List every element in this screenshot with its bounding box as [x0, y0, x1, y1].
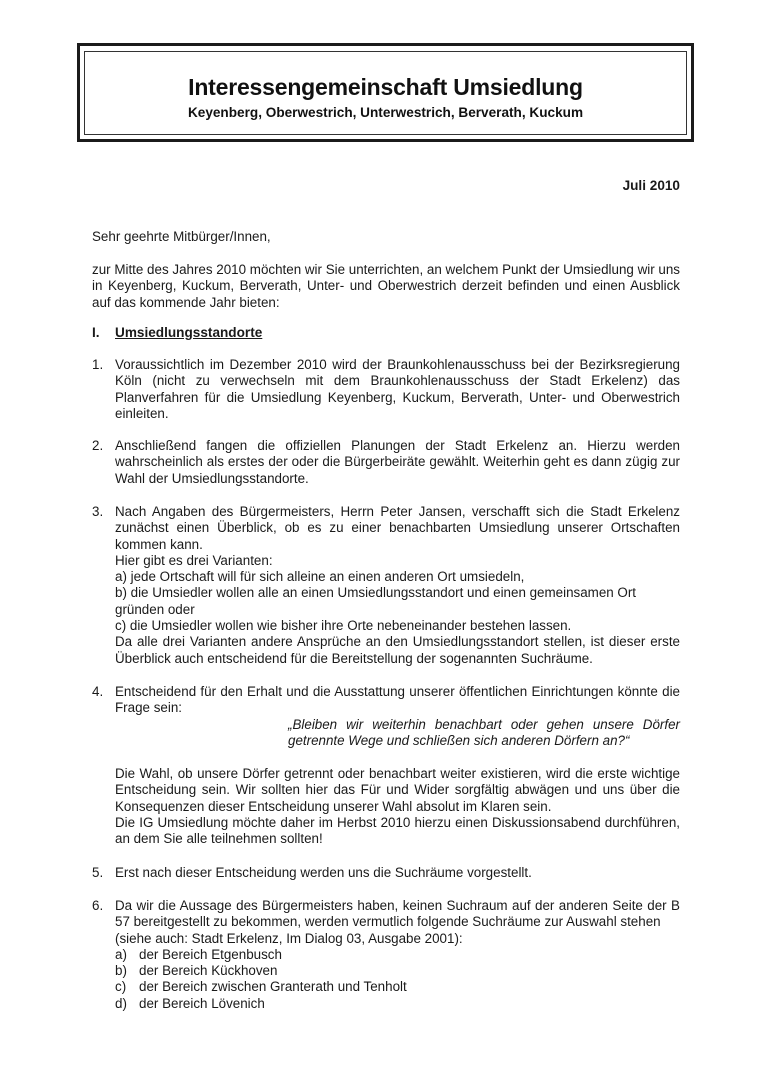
section-title: Umsiedlungsstandorte [115, 325, 263, 340]
variant-b: b) die Umsiedler wollen alle an einen Umsiedlungsstandort und einen gemeinsamen Ort gründen oder [115, 585, 637, 617]
item-followup-event: Die IG Umsiedlung möchte daher im Herbst 2010 hierzu einen Diskussionsabend durchführen, an dem Sie alle teilnehmen sollten! [115, 815, 680, 847]
item-number: 3. [92, 504, 104, 519]
variants-conclusion: Da alle drei Varianten andere Ansprüche an den Umsiedlungsstandort stellen, ist dieser erste Überblick auch entscheidend für die Bereitstellung der sogenannten Suchräume. [115, 634, 680, 666]
variant-a: a) jede Ortschaft will für sich alleine an einen anderen Ort umsiedeln, [115, 569, 525, 585]
item-text: Da wir die Aussage des Bürgermeisters haben, keinen Suchraum auf der anderen Seite der B 57 bereitgestellt zu bekommen, werden vermutlich folgende Suchräume zur Auswahl stehen [115, 898, 680, 930]
item-followup: Die Wahl, ob unsere Dörfer getrennt oder benachbart weiter existieren, wird die erste wichtige Entscheidung sein. Wir sollten hier das Für und Wider sorgfältig abwägen und uns über die Konsequenzen dieser Entscheidung unserer Wahl absolut im Klaren sein. [115, 766, 680, 814]
letterhead-inner-border [84, 51, 687, 135]
key-question-quote: „Bleiben wir weiterhin benachbart oder gehen unsere Dörfer getrennte Wege und schließen sich anderen Dörfern an?“ [288, 716, 680, 748]
option-text: der Bereich Lövenich [139, 995, 265, 1011]
item-text: Anschließend fangen die offiziellen Planungen der Stadt Erkelenz an. Hierzu werden wahrscheinlich als erstes der oder die Bürgerbeiräte gewählt. Weiterhin geht es dann zügig zur Wahl der Umsiedlungsstandorte. [115, 438, 680, 486]
list-item-3 [92, 504, 680, 667]
option-text: der Bereich Kückhoven [139, 963, 278, 979]
list-item-5 [92, 865, 680, 881]
variants-intro: Hier gibt es drei Varianten: [115, 552, 273, 568]
item-number: 4. [92, 684, 104, 699]
item-number: 5. [92, 865, 104, 880]
item-number: 6. [92, 898, 104, 913]
list-item-2 [92, 438, 680, 487]
item-body [115, 504, 680, 667]
item-text: Nach Angaben des Bürgermeisters, Herrn Peter Jansen, verschafft sich die Stadt Erkelenz zunächst einen Überblick, ob es zu einer benachbarten Umsiedlung unserer Ortschaften kommen kann. [115, 504, 680, 552]
option-label: a) [115, 946, 127, 962]
item-text: Entscheidend für den Erhalt und die Ausstattung unserer öffentlichen Einrichtungen könnte die Frage sein: [115, 684, 680, 716]
organization-title: Interessengemeinschaft Umsiedlung [188, 74, 583, 100]
villages-subtitle: Keyenberg, Oberwestrich, Unterwestrich, Berverath, Kuckum [187, 105, 584, 120]
item-body [115, 898, 680, 1012]
list-item-4 [92, 684, 680, 848]
search-area-option [115, 963, 680, 979]
variant-c: c) die Umsiedler wollen wie bisher ihre Orte nebeneinander bestehen lassen. [115, 618, 572, 634]
intro-paragraph: zur Mitte des Jahres 2010 möchten wir Sie unterrichten, an welchem Punkt der Umsiedlung wir uns in Keyenberg, Kuckum, Berverath, Unter- und Oberwestrich derzeit befinden und einen Ausblick auf das kommende Jahr bieten: [92, 262, 680, 310]
list-item-1 [92, 357, 680, 422]
search-area-option [115, 979, 680, 995]
item-text: Voraussichtlich im Dezember 2010 wird der Braunkohlenausschuss bei der Bezirksregierung Köln (nicht zu verwechseln mit dem Braunkohlenausschuss der Stadt Erkelenz) das Planverfahren für die Umsiedlung Keyenberg, Kuckum, Berverath, Unter- und Oberwestrich einleiten. [115, 357, 680, 421]
letterhead-box [77, 43, 694, 142]
option-label: d) [115, 995, 127, 1011]
section-heading [92, 325, 262, 341]
item-number: 2. [92, 438, 104, 453]
option-label: c) [115, 979, 127, 995]
section-number: I. [92, 325, 100, 340]
item-text: Erst nach dieser Entscheidung werden uns die Suchräume vorgestellt. [115, 865, 532, 880]
salutation: Sehr geehrte Mitbürger/Innen, [92, 229, 271, 244]
option-label: b) [115, 963, 127, 979]
list-item-6 [92, 898, 680, 1012]
option-text: der Bereich Etgenbusch [139, 946, 282, 962]
letter-date: Juli 2010 [622, 178, 680, 193]
item-body [115, 684, 680, 848]
item-number: 1. [92, 357, 104, 372]
search-area-option [115, 996, 680, 1012]
search-area-option [115, 947, 680, 963]
option-text: der Bereich zwischen Granterath und Tenholt [139, 979, 407, 995]
reference-note: (siehe auch: Stadt Erkelenz, Im Dialog 03, Ausgabe 2001): [115, 930, 463, 946]
